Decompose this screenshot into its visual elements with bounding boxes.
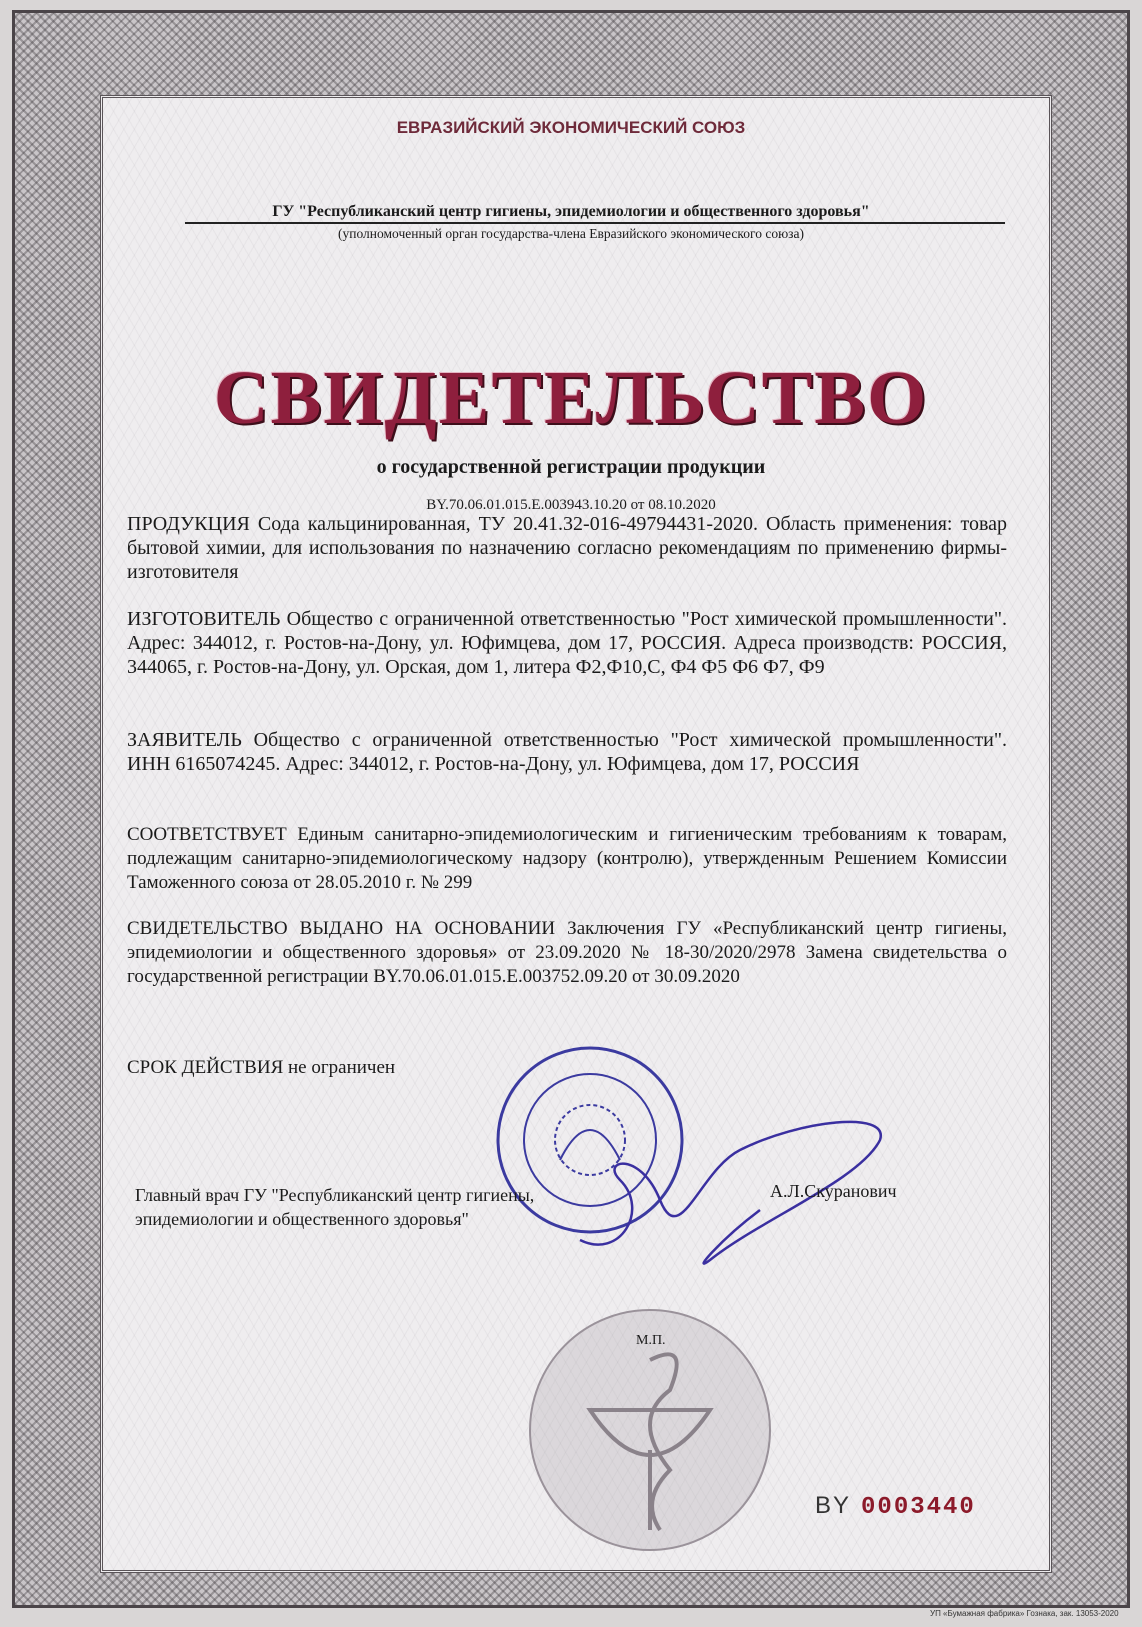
section-text: Единым санитарно-эпидемиологическим и гигиеническим требованиям к товарам, подлежащим санитарно-эпидемиологическому надзору (контролю), утвержденным Решением Комиссии Таможенного союза от 28.05.2010 г. № 299 <box>127 824 1007 893</box>
signatory-position: Главный врач ГУ "Республиканский центр гигиены, эпидемиологии и общественного здоровья" <box>135 1185 535 1229</box>
section-conforms <box>127 823 1007 895</box>
serial-digits: 0003440 <box>861 1494 976 1521</box>
document-subtitle: о государственной регистрации продукции <box>376 456 766 478</box>
section-label: СРОК ДЕЙСТВИЯ <box>127 1057 284 1078</box>
section-text: не ограничен <box>283 1057 396 1078</box>
section-validity <box>127 1056 1007 1080</box>
signatory-name: А.Л.Скуранович <box>770 1181 897 1201</box>
printer-imprint: УП «Бумажная фабрика» Гознака, зак. 13053-2020 <box>930 1609 1119 1618</box>
divider <box>185 222 1005 224</box>
document-title: СВИДЕТЕЛЬСТВО <box>213 356 929 440</box>
section-text: Заключения ГУ «Республиканский центр гигиены, эпидемиологии и общественного здоровья» от 23.09.2020 № 18-30/2020/2978 Замена свидетельства о государственной регистрации BY.70.06.01.015.Е.003752.09.20 от 30.09.2020 <box>127 918 1007 987</box>
serial-number <box>815 1492 976 1521</box>
section-basis <box>127 917 1007 989</box>
section-product <box>127 512 1007 584</box>
section-label: СООТВЕТСТВУЕТ <box>127 824 287 845</box>
union-heading: ЕВРАЗИЙСКИЙ ЭКОНОМИЧЕСКИЙ СОЮЗ <box>396 118 746 137</box>
section-text: Сода кальцинированная, ТУ 20.41.32-016-49794431-2020. Область применения: товар бытовой химии, для использования по назначению согласно рекомендациям по применению фирмы-изготовителя <box>127 513 1007 583</box>
serial-prefix: BY <box>815 1492 852 1519</box>
stamp-place-label: М.П. <box>636 1333 666 1348</box>
section-label: ЗАЯВИТЕЛЬ <box>127 729 242 751</box>
section-applicant <box>127 728 1007 776</box>
section-text: Общество с ограниченной ответственностью "Рост химической промышленности". ИНН 6165074245. Адрес: 344012, г. Ростов-на-Дону, ул. Юфимцева, дом 17, РОССИЯ <box>127 729 1007 775</box>
registration-number: BY.70.06.01.015.Е.003943.10.20 от 08.10.2020 <box>426 497 716 513</box>
section-label: СВИДЕТЕЛЬСТВО ВЫДАНО НА ОСНОВАНИИ <box>127 918 556 939</box>
organization-note: (уполномоченный орган государства-члена Евразийского экономического союза) <box>338 226 804 241</box>
section-manufacturer <box>127 607 1007 679</box>
section-text: Общество с ограниченной ответственностью "Рост химической промышленности". Адрес: 344012, г. Ростов-на-Дону, ул. Юфимцева, дом 17, РОССИЯ. Адреса производств: РОССИЯ, 344065, г. Ростов-на-Дону, ул. Орская, дом 1, литера Ф2,Ф10,С, Ф4 Ф5 Ф6 Ф7, Ф9 <box>127 608 1007 678</box>
section-label: ПРОДУКЦИЯ <box>127 513 250 535</box>
section-label: ИЗГОТОВИТЕЛЬ <box>127 608 281 630</box>
issuing-organization: ГУ "Республиканский центр гигиены, эпидемиологии и общественного здоровья" <box>272 203 870 220</box>
